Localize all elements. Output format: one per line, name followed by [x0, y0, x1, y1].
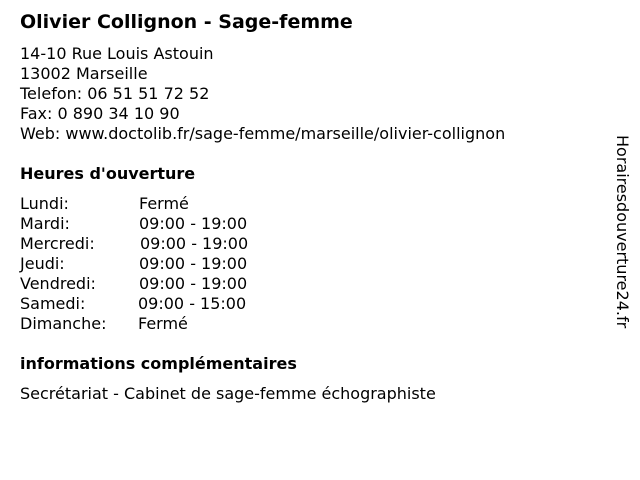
- day-label: Vendredi:: [20, 274, 96, 293]
- time-value: Fermé: [139, 194, 189, 213]
- day-label: Jeudi:: [20, 254, 65, 273]
- phone-number: Telefon: 06 51 51 72 52: [20, 84, 210, 103]
- fax-number: Fax: 0 890 34 10 90: [20, 104, 180, 123]
- page-title: Olivier Collignon - Sage-femme: [20, 11, 353, 33]
- address-street: 14-10 Rue Louis Astouin: [20, 44, 214, 63]
- time-value: 09:00 - 19:00: [140, 234, 249, 253]
- day-label: Mardi:: [20, 214, 70, 233]
- time-value: 09:00 - 19:00: [139, 214, 248, 233]
- time-value: 09:00 - 19:00: [139, 254, 248, 273]
- day-label: Dimanche:: [20, 314, 107, 333]
- info-text: Secrétariat - Cabinet de sage-femme échographiste: [20, 384, 436, 403]
- site-watermark: Horairesdouverture24.fr: [613, 135, 632, 329]
- info-heading: informations complémentaires: [20, 354, 297, 373]
- day-label: Samedi:: [20, 294, 86, 313]
- address-city: 13002 Marseille: [20, 64, 148, 83]
- time-value: 09:00 - 15:00: [138, 294, 247, 313]
- hours-heading: Heures d'ouverture: [20, 164, 196, 183]
- day-label: Lundi:: [20, 194, 69, 213]
- contact-block: [20, 44, 505, 144]
- time-value: Fermé: [138, 314, 188, 333]
- day-label: Mercredi:: [20, 234, 95, 253]
- time-value: 09:00 - 19:00: [139, 274, 248, 293]
- website-link[interactable]: Web: www.doctolib.fr/sage-femme/marseille/olivier-collignon: [20, 124, 506, 143]
